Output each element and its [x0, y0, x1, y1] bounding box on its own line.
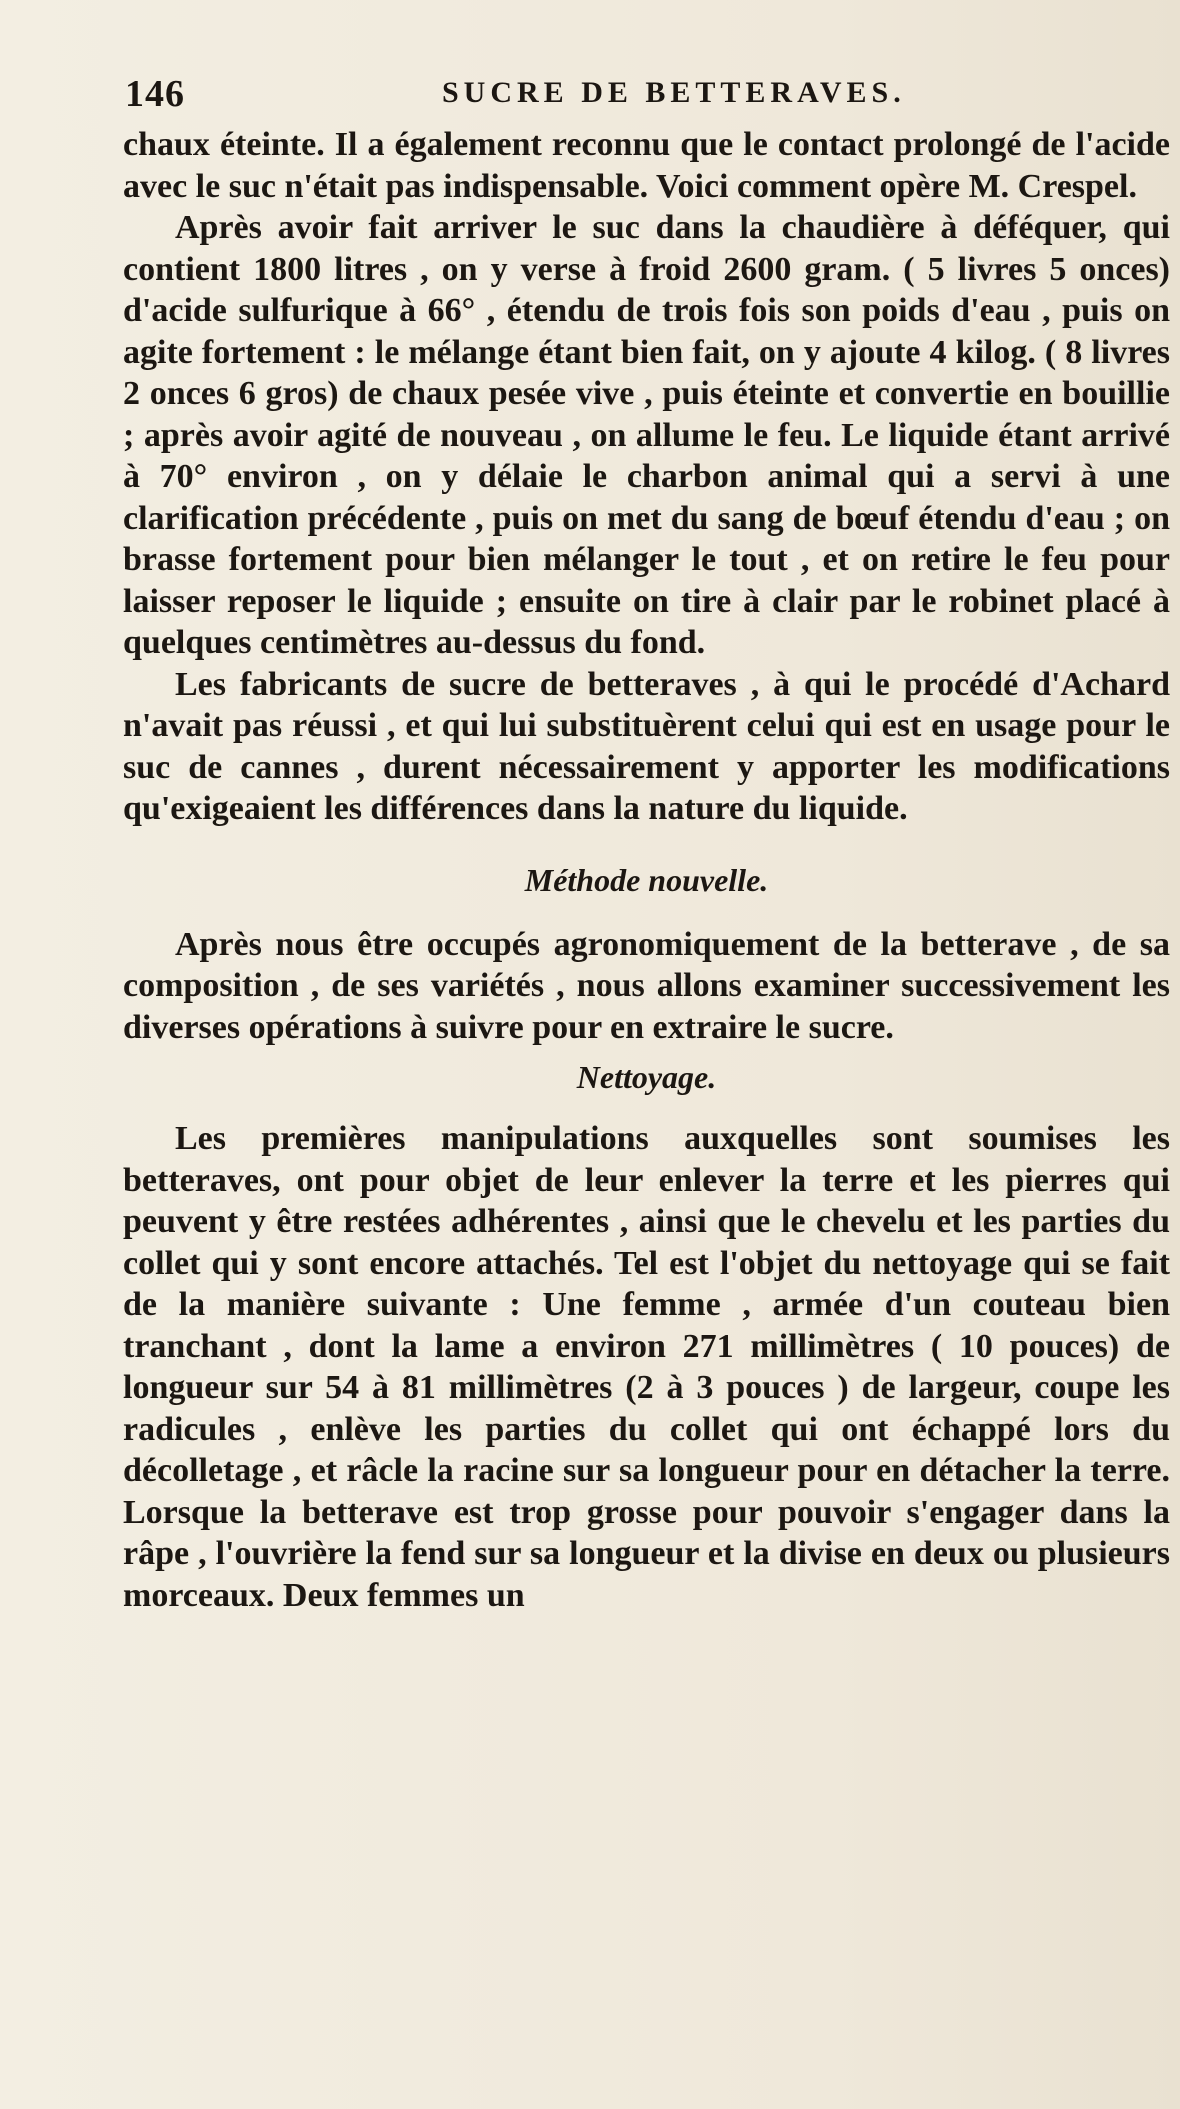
page-number: 146: [125, 73, 185, 115]
paragraph-4: Après nous être occupés agronomiquement de la betterave , de sa composition , de ses variétés , nous allons examiner successivement les diverses opérations à suivre pour en extraire le sucre.: [123, 925, 1170, 1046]
paragraph-5: Les premières manipulations auxquelles sont soumises les betteraves, ont pour objet de leur enlever la terre et les pierres qui peuvent y être restées adhérentes , ainsi que le chevelu et les parties du collet qui y sont encore attachés. Tel est l'objet du nettoyage qui se fait de la manière suivante : Une femme , armée d'un couteau bien tranchant , dont la lame a environ 271 millimètres ( 10 pouces) de longueur sur 54 à 81 millimètres (2 à 3 pouces ) de largeur, coupe les radicules , enlève les parties du collet qui ont échappé lors du décolletage , et râcle la racine sur sa longueur pour en détacher la terre. Lorsque la betterave est trop grosse pour pouvoir s'engager dans la râpe , l'ouvrière la fend sur sa longueur et la divise en deux ou plusieurs morceaux. Deux femmes un: [123, 1120, 1170, 1614]
page-header: [125, 72, 1175, 120]
body-text: [123, 124, 1170, 1616]
section-heading-nettoyage: Nettoyage.: [576, 1059, 717, 1095]
section-heading-methode-nouvelle: Méthode nouvelle.: [524, 861, 769, 898]
paragraph-2: Après avoir fait arriver le suc dans la chaudière à déféquer, qui contient 1800 litres , on y verse à froid 2600 gram. ( 5 livres 5 onces) d'acide sulfurique à 66° , étendu de trois fois son poids d'eau , puis on agite fortement : le mélange étant bien fait, on y ajoute 4 kilog. ( 8 livres 2 onces 6 gros) de chaux pesée vive , puis éteinte et convertie en bouillie ; après avoir agité de nouveau , on allume le feu. Le liquide étant arrivé à 70° environ , on y délaie le charbon animal qui a servi à une clarification précédente , puis on met du sang de bœuf étendu d'eau ; on brasse fortement pour bien mélanger le tout , et on retire le feu pour laisser reposer le liquide ; ensuite on tire à clair par le robinet placé à quelques centimètres au-dessus du fond.: [123, 209, 1170, 661]
running-head: SUCRE DE BETTERAVES.: [442, 76, 906, 109]
paragraph-3: Les fabricants de sucre de betteraves , à qui le procédé d'Achard n'avait pas réussi , et qui lui substituèrent celui qui est en usage pour le suc de cannes , durent nécessairement y apporter les modifications qu'exigeaient les différences dans la nature du liquide.: [123, 665, 1170, 827]
paragraph-1: chaux éteinte. Il a également reconnu que le contact prolongé de l'acide avec le suc n'était pas indispensable. Voici comment opère M. Crespel.: [123, 126, 1170, 205]
